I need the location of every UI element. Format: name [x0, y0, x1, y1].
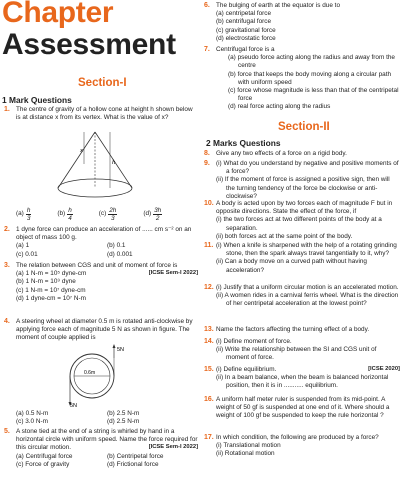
options: [16, 453, 198, 469]
question-number: 9.: [204, 160, 210, 167]
option-c: (c) 0.01: [16, 250, 38, 258]
section1-subheading: 1 Mark Questions: [2, 95, 72, 105]
hollow-cone-figure: [50, 128, 140, 204]
sub-question: (i) Justify that a uniform circular motion is an accelerated motion.: [216, 284, 399, 291]
question-number: 11.: [204, 242, 214, 249]
question-number: 17.: [204, 434, 214, 441]
question-2: [4, 226, 198, 259]
question-number: 8.: [204, 150, 210, 157]
options: [216, 54, 400, 111]
option-a: (a) 1 N-m = 10⁵ dyne-cm: [16, 270, 87, 278]
option-d: (d) real force acting along the radius: [228, 103, 331, 111]
option-b: (b) 0.1: [107, 242, 126, 250]
question-1: [4, 106, 198, 122]
sub-question: (i) the two forces act at two different points of the body at a separation.: [216, 216, 382, 232]
question-number: 2.: [4, 226, 10, 233]
cone-height-label: h: [112, 159, 116, 166]
sub-question: (i) Translational motion: [216, 442, 281, 450]
page-title-line1: Chapter: [2, 0, 114, 29]
question-text: The bulging of earth at the equator is due to: [216, 2, 340, 9]
sub-question: (ii) Can a body move on a curved path without having acceleration?: [216, 258, 367, 274]
question-text: A steering wheel at diameter 0.5 m is rotated anti-clockwise by applying force each of magnitude 5 N as shown in figure. The moment of couple applied is: [16, 318, 193, 342]
option-c: (c) 2h 3: [98, 207, 117, 223]
question-number: 16.: [204, 396, 214, 403]
question-number: 12.: [204, 284, 214, 291]
question-text: The relation between CGS and unit of moment of force is [ICSE Sem-I 2022]: [16, 262, 198, 277]
question-number: 4.: [4, 318, 10, 325]
question-text: 1 dyne force can produce an acceleration of ...... cm s⁻² on an object of mass 100 g.: [16, 226, 192, 242]
question-text: In which condition, the following are produced by a force?: [216, 434, 379, 441]
option-b: (b) centrifugal force: [216, 18, 272, 26]
diameter-label: 0.6m: [84, 370, 96, 376]
options: [216, 10, 400, 43]
question-number: 14.: [204, 338, 214, 345]
steering-wheel-figure: [40, 344, 150, 410]
sub-question: (ii) If the moment of force is assigned a positive sign, then will the turning tendency of the force be clockwise or anti-clockwise?: [216, 176, 390, 200]
question-13: [204, 326, 400, 334]
option-a: (a) h 3: [16, 207, 31, 223]
option-d: (d) 3h 2: [143, 207, 162, 223]
option-d: (d) electrostatic force: [216, 34, 276, 42]
question-number: 10.: [204, 200, 214, 207]
question-11: [204, 242, 400, 275]
section1-heading: Section-I: [78, 77, 127, 89]
sub-question: (i) What do you understand by negative and positive moments of a force?: [216, 160, 399, 176]
question-3: [4, 262, 198, 303]
sub-question: (i) When a knife is sharpened with the help of a rotating grinding stone, then the spark always travel tangentially to it, why?: [216, 242, 397, 258]
options: [16, 270, 149, 303]
question-text: The centre of gravity of a hollow cone at height h shown below is at distance x from its vertex. What is the value of x?: [16, 106, 193, 122]
question-number: 5.: [4, 428, 10, 435]
question-15: [204, 366, 400, 391]
question-17: [204, 434, 400, 459]
question-number: 6.: [204, 2, 210, 9]
question-5: [4, 428, 198, 469]
option-a: (a) centripetal force: [216, 10, 272, 18]
question-number: 3.: [4, 262, 10, 269]
option-a: (a) 0.5 N-m: [16, 410, 49, 417]
question-12: [204, 284, 400, 309]
option-a: (a) pseudo force acting along the radius and away from the centre: [228, 54, 395, 70]
question-10: [204, 200, 400, 241]
question-text: Name the factors affecting the turning effect of a body.: [216, 326, 370, 333]
option-d: (d) 2.5 N-m: [107, 418, 140, 426]
option-d: (d) 1 dyne-cm = 10⁷ N-m: [16, 294, 86, 302]
option-c: (c) 3.0 N-m: [16, 418, 48, 426]
question-number: 15.: [204, 366, 214, 373]
exam-tag: [ICSE Sem-I 2022]: [148, 270, 198, 277]
question-text: A stone tied at the end of a string is whirled by hand in a horizontal circle with uniform speed. Name the force required for this circular motion. [ICSE Sem-I 2022]: [16, 428, 198, 452]
sub-question: (ii) In a beam balance, when the beam is balanced horizontal position, then it is in ........... equilibrium.: [216, 374, 389, 390]
section2-subheading: 2 Marks Questions: [206, 138, 281, 148]
option-b: (b) Centripetal force: [107, 452, 164, 460]
cone-x-label: x: [80, 147, 83, 154]
question-14: [204, 338, 400, 363]
option-a: (a) 1: [16, 242, 30, 250]
option-d: (d) 0.001: [107, 250, 133, 258]
option-c: (c) force whose magnitude is less than that of the centripetal force: [228, 86, 399, 103]
option-c: (c) gravitational force: [216, 26, 276, 34]
question-7: [204, 46, 400, 112]
question-4-options: [4, 410, 198, 426]
exam-tag: [ICSE 2020]: [368, 366, 400, 372]
question-text: Give any two effects of a force on a rigid body.: [216, 150, 347, 157]
sub-question: (ii) Rotational motion: [216, 450, 275, 458]
question-number: 13.: [204, 326, 214, 333]
option-c: (c) Force of gravity: [16, 460, 70, 468]
option-c: (c) 1 N-m = 10⁷ dyne-cm: [16, 286, 86, 294]
option-a: (a) Centrifugal force: [16, 452, 73, 460]
force-bottom-label: 5N: [70, 403, 78, 409]
question-9: [204, 160, 400, 201]
exam-tag: [ICSE Sem-I 2022]: [148, 444, 198, 451]
question-4: [4, 318, 198, 343]
question-text: Centrifugal force is a: [216, 46, 275, 53]
question-text: A uniform half meter ruler is suspended from its mid-point. A weight of 50 gf is suspended at one end of it. Where should a weight of 100 gf be suspended to keep the rule horizontal ?: [216, 396, 390, 420]
question-16: [204, 396, 400, 421]
option-b: (b) force that keeps the body moving along a circular path with uniform speed: [228, 70, 392, 86]
page-title-line2: Assessment: [2, 28, 176, 61]
options: [16, 242, 198, 258]
question-1-options: [4, 206, 198, 222]
sub-question: (ii) Write the relationship between the SI and CGS unit of moment of force.: [216, 346, 377, 362]
question-number: 7.: [204, 46, 210, 53]
question-6: [204, 2, 400, 43]
option-b: (b) 2.5 N-m: [107, 410, 140, 417]
force-top-label: 5N: [117, 347, 125, 353]
question-number: 1.: [4, 106, 10, 113]
option-b: (b) h 4: [57, 207, 72, 223]
sub-question: (ii) A women rides in a carnival ferris wheel. What is the direction of her centripetal acceleration at the lowest point?: [216, 292, 399, 308]
sub-question: (i) Define equilibrium. [ICSE 2020]: [216, 366, 400, 373]
option-b: (b) 1 N-m = 10⁹ dyne: [16, 278, 76, 286]
option-d: (d) Frictional force: [107, 460, 159, 468]
section2-heading: Section-II: [278, 121, 330, 133]
question-8: [204, 150, 400, 158]
question-text: A body is acted upon by two forces each of magnitude F but in opposite directions. State the effect of the force, if: [216, 200, 393, 216]
sub-question: (ii) both forces act at the same point of the body.: [216, 232, 353, 240]
sub-question: (i) Define moment of force.: [216, 338, 292, 345]
